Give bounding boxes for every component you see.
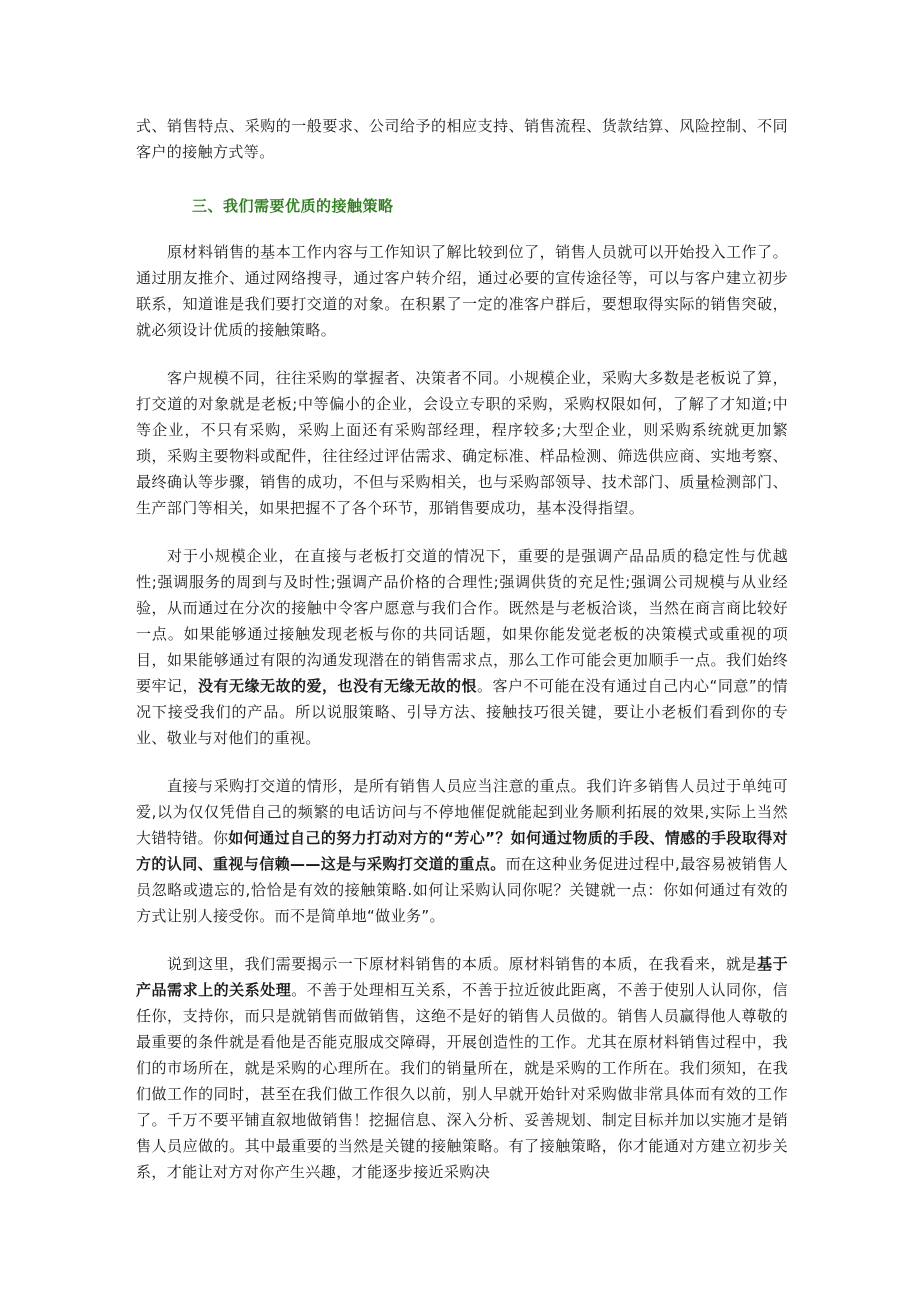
paragraph-text: 。不善于处理相互关系，不善于拉近彼此距离，不善于使别人认同你，信任你，支持你，而只是就销售而做销售，这绝不是好的销售人员做的。销售人员赢得他人尊敬的最重要的条件就是看他是否能克服成交障碍，开展创造性的工作。尤其在原材料销售过程中，我们的市场所在，就是采购的心理所在。我们的销量所在，就是采购的工作所在。我们须知，在我们做工作的同时，甚至在我们做工作很久以前，别人早就开始针对采购做非常具体而有效的工作了。千万不要平铺直叙地做销售！挖掘信息、深入分析、妥善规划、制定目标并加以实施才是销售人员应做的。其中最重要的当然是关键的接触策略。有了接触策略，你才能通对方建立初步关系，才能让对方对你产生兴趣，才能逐步接近采购决 [136,981,788,1181]
paragraph-text: 而在这种业务促进过程中,最容易被销售人员忽略或遗忘的,恰恰是有效的接触策略.如何让采购认同你呢？关键就一点：你如何通过有效的方式让别人接受你。而不是简单地“做业务”。 [136,855,789,925]
paragraph-sales-essence [136,951,788,1185]
section-heading: 三、我们需要优质的接触策略 [192,197,394,215]
intro-paragraph-tail: 式、销售特点、采购的一般要求、公司给予的相应支持、销售流程、货款结算、风险控制、不同客户的接触方式等。 [136,117,788,161]
emphasis-text: 基于产品需求上的关系处理 [136,955,788,999]
emphasis-text: 没有无缘无故的爱，也没有无缘无故的恨 [198,677,478,695]
paragraph-initial-contact: 原材料销售的基本工作内容与工作知识了解比较到位了，销售人员就可以开始投入工作了。通过朋友推介、通过网络搜寻，通过客户转介绍，通过必要的宣传途径等，可以与客户建立初步联系，知道谁是我们要打交道的对象。在积累了一定的准客户群后，要想取得实际的销售突破，就必须设计优质的接触策略。 [136,243,788,339]
paragraph-customer-scale: 客户规模不同，往往采购的掌握者、决策者不同。小规模企业，采购大多数是老板说了算，打交道的对象就是老板;中等偏小的企业，会设立专职的采购，采购权限如何，了解了才知道;中等企业，不只有采购，采购上面还有采购部经理，程序较多;大型企业，则采购系统就更加繁琐，采购主要物料或配件，往往经过评估需求、确定标准、样品检测、筛选供应商、实地考察、最终确认等步骤，销售的成功，不但与采购相关，也与采购部领导、技术部门、质量检测部门、生产部门等相关，如果把握不了各个环节，那销售要成功，基本没得指望。 [136,369,788,517]
document-page [136,113,788,1185]
emphasis-text: 如何通过自己的努力打动对方的“芳心”？如何通过物质的手段、情感的手段取得对方的认同、重视与信赖——这是与采购打交道的重点。 [136,829,788,873]
paragraph-purchaser [136,773,788,929]
paragraph-text: 说到这里，我们需要揭示一下原材料销售的本质。原材料销售的本质，在我看来，就是 [167,955,758,973]
paragraph-small-business [136,543,788,751]
paragraph-text: 。客户不可能在没有通过自己内心“同意”的情况下接受我们的产品。所以说服策略、引导方法、接触技巧很关键，要让小老板们看到你的专业、敬业与对他们的重视。 [136,677,789,747]
paragraph-text: 直接与采购打交道的情形，是所有销售人员应当注意的重点。我们许多销售人员过于单纯可爱,以为仅仅凭借自己的频繁的电话访问与不停地催促就能起到业务顺利拓展的效果,实际上当然大错特错。你 [136,777,788,847]
paragraph-text: 对于小规模企业，在直接与老板打交道的情况下，重要的是强调产品品质的稳定性与优越性;强调服务的周到与及时性;强调产品价格的合理性;强调供货的充足性;强调公司规模与从业经验，从而通过在分次的接触中令客户愿意与我们合作。既然是与老板洽谈，当然在商言商比较好一点。如果能够通过接触发现老板与你的共同话题，如果你能发觉老板的决策模式或重视的项目，如果能够通过有限的沟通发现潜在的销售需求点，那么工作可能会更加顺手一点。我们始终要牢记， [136,547,788,695]
